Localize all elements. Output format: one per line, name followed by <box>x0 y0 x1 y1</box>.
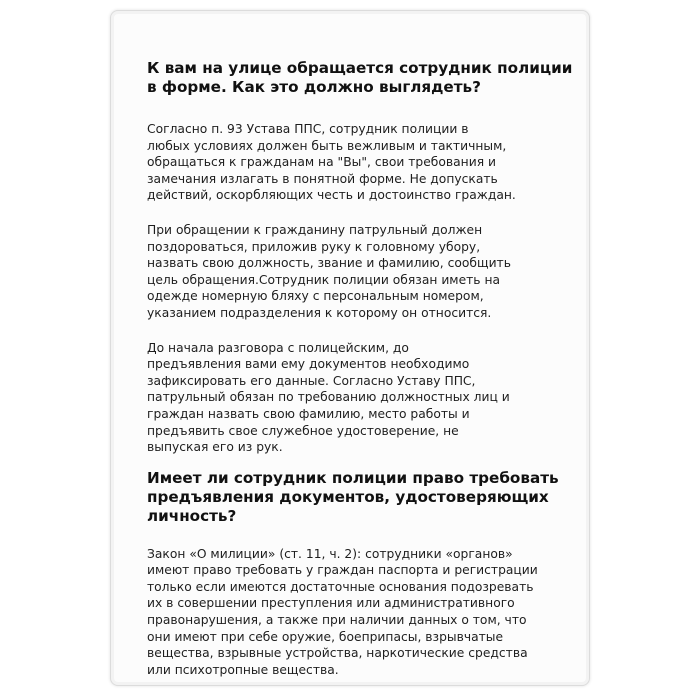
section-heading-police-approach: К вам на улице обращается сотрудник полиции в форме. Как это должно выглядеть? <box>147 59 573 96</box>
paragraph-greeting: При обращении к гражданину патрульный должен поздороваться, приложив руку к головному убору, назвать свою должность, звание и фамилию, сообщить цель обращения.Сотрудник полиции обязан иметь на одежде номерную бляху с персональным номером, указанием подразделения к которому он относится. <box>147 222 511 320</box>
passport-cover <box>110 10 590 686</box>
section-heading-documents-right: Имеет ли сотрудник полиции право требовать предъявления документов, удостоверяющих личность? <box>147 468 559 525</box>
paragraph-law-on-militia: Закон «О милиции» (ст. 11, ч. 2): сотрудники «органов» имеют право требовать у граждан паспорта и регистрации только если имеются достаточные основания подозревать их в совершении преступления или административного правонарушения, а также при наличии данных о том, что они имеют при себе оружие, боеприпасы, взрывчатые вещества, взрывные устройства, наркотические средства или психотропные вещества. <box>147 546 538 677</box>
cover-text <box>147 59 587 678</box>
paragraph-politeness: Согласно п. 93 Устава ППС, сотрудник полиции в любых условиях должен быть вежливым и тактичным, обращаться к гражданам на "Вы", свои требования и замечания излагать в понятной форме. Не допускать действий, оскорбляющих честь и достоинство граждан. <box>147 122 516 203</box>
paragraph-record-data: До начала разговора с полицейским, до предъявления вами ему документов необходимо зафиксировать его данные. Согласно Уставу ППС, патрульный обязан по требованию должностных лиц и граждан назвать свою фамилию, место работы и предъявить свое служебное удостоверение, не выпуская его из рук. <box>147 340 510 455</box>
